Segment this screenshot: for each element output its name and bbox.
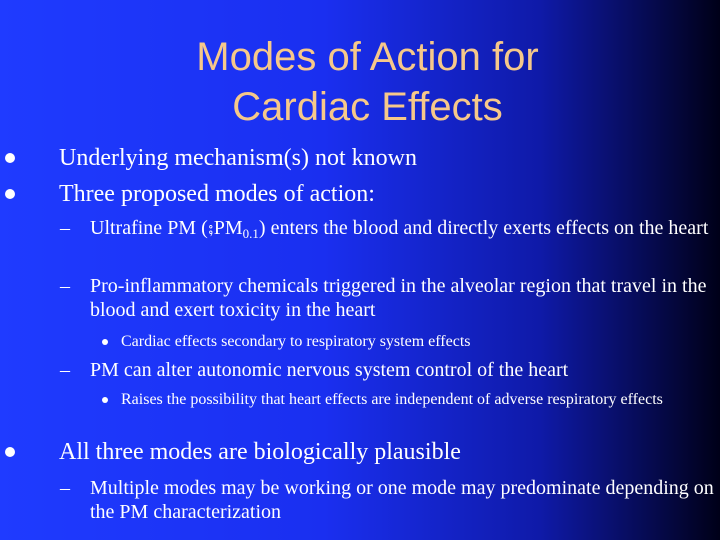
slide-title	[0, 32, 720, 132]
bullet-dot-icon	[5, 153, 15, 163]
sub-sub-bullet-text: Cardiac effects secondary to respiratory system effects	[121, 333, 471, 350]
text-fragment: PM	[213, 217, 243, 239]
text-fragment: Ultrafine PM (	[90, 217, 208, 239]
bullet-dot-icon	[5, 189, 15, 199]
bullet-text: Underlying mechanism(s) not known	[59, 145, 417, 171]
bullet-dot-icon	[5, 447, 15, 457]
subscript: 0.1	[242, 226, 259, 241]
dash-icon: –	[60, 217, 70, 239]
title-line-1: Modes of Action for	[196, 35, 539, 79]
sub-bullet-text	[90, 216, 718, 242]
text-fragment: ) enters the blood and directly exerts effects on the heart	[258, 217, 709, 239]
bullet-dot-icon	[102, 339, 108, 345]
dash-icon: –	[60, 477, 70, 499]
bullet-dot-icon	[102, 397, 108, 403]
title-line-2: Cardiac Effects	[232, 85, 503, 129]
sub-sub-bullet-text: Raises the possibility that heart effects are independent of adverse respiratory effects	[121, 391, 663, 408]
bullet-text: All three modes are biologically plausible	[59, 439, 461, 465]
sub-bullet-text: Pro-inflammatory chemicals triggered in the alveolar region that travel in the blood and exert toxicity in the heart	[90, 275, 707, 321]
bullet-text: Three proposed modes of action:	[59, 181, 375, 207]
dash-icon: –	[60, 275, 70, 297]
sub-bullet-text: Multiple modes may be working or one mode may predominate depending on the PM characterization	[90, 477, 714, 523]
lambda-symbol: ⨟	[207, 217, 214, 239]
dash-icon: –	[60, 359, 70, 381]
sub-bullet-text: PM can alter autonomic nervous system control of the heart	[90, 359, 569, 381]
